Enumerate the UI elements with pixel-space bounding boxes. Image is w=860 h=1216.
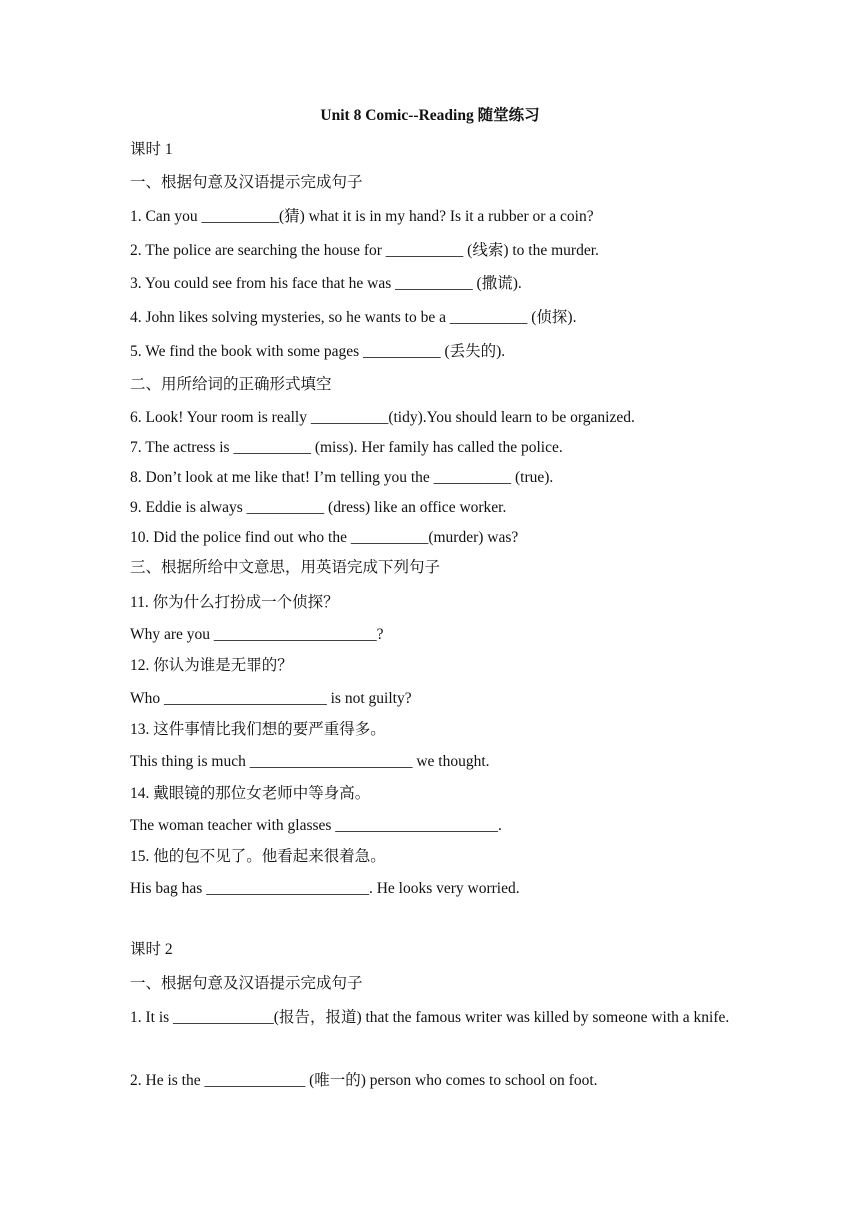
lesson1-heading: 课时 1	[130, 141, 173, 158]
question-13-english: This thing is much _____________________ we thought.	[130, 753, 490, 770]
lesson1-section2-heading: 二、用所给词的正确形式填空	[130, 376, 332, 393]
question-13-chinese: 13. 这件事情比我们想的要严重得多。	[130, 721, 386, 738]
question-7: 7. The actress is __________ (miss). Her family has called the police.	[130, 439, 563, 456]
lesson2-question-1: 1. It is _____________(报告，报道) that the famous writer was killed by someone with a knife.	[130, 1009, 730, 1026]
question-14-chinese: 14. 戴眼镜的那位女老师中等身高。	[130, 785, 371, 802]
question-6: 6. Look! Your room is really __________(tidy).You should learn to be organized.	[130, 409, 635, 426]
question-9: 9. Eddie is always __________ (dress) like an office worker.	[130, 499, 507, 516]
question-14-english: The woman teacher with glasses _____________________.	[130, 817, 502, 834]
question-15-english: His bag has _____________________. He looks very worried.	[130, 880, 520, 897]
question-10: 10. Did the police find out who the __________(murder) was?	[130, 529, 519, 546]
question-15-chinese: 15. 他的包不见了。他看起来很着急。	[130, 848, 386, 865]
question-12-chinese: 12. 你认为谁是无罪的？	[130, 657, 293, 674]
question-2: 2. The police are searching the house for __________ (线索) to the murder.	[130, 242, 599, 259]
question-4: 4. John likes solving mysteries, so he wants to be a __________ (侦探).	[130, 309, 577, 326]
question-1: 1. Can you __________(猜) what it is in my hand? Is it a rubber or a coin?	[130, 208, 594, 225]
page-title: Unit 8 Comic--Reading 随堂练习	[320, 107, 540, 124]
lesson1-section1-heading: 一、根据句意及汉语提示完成句子	[130, 174, 363, 191]
question-3: 3. You could see from his face that he was __________ (撒谎).	[130, 275, 522, 292]
question-11-english: Why are you _____________________?	[130, 626, 384, 643]
question-8: 8. Don’t look at me like that! I’m telling you the __________ (true).	[130, 469, 554, 486]
lesson1-section3-heading: 三、根据所给中文意思，用英语完成下列句子	[130, 559, 441, 576]
question-12-english: Who _____________________ is not guilty?	[130, 690, 412, 707]
question-11-chinese: 11. 你为什么打扮成一个侦探？	[130, 594, 339, 611]
question-5: 5. We find the book with some pages __________ (丢失的).	[130, 343, 506, 360]
lesson2-heading: 课时 2	[130, 941, 173, 958]
lesson2-question-2: 2. He is the _____________ (唯一的) person who comes to school on foot.	[130, 1072, 598, 1089]
lesson2-section1-heading: 一、根据句意及汉语提示完成句子	[130, 975, 363, 992]
